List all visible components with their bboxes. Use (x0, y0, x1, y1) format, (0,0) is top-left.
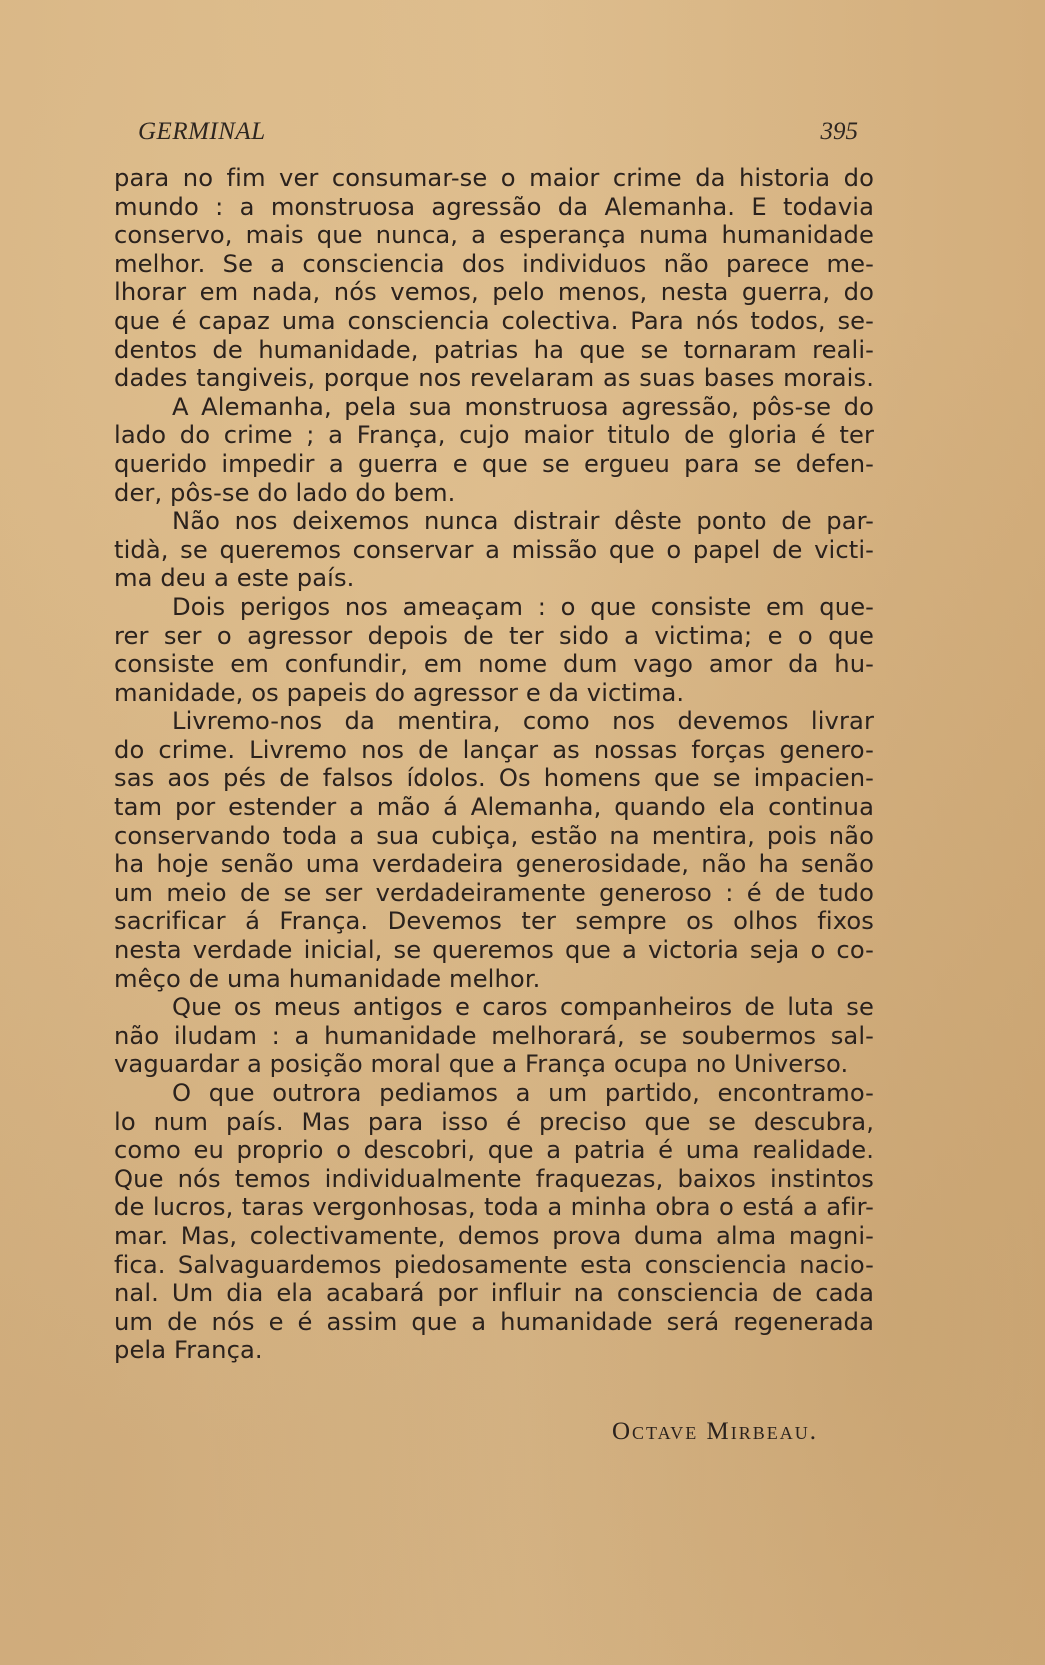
text-line: mundo : a monstruosa agressão da Alemanha. E todavia (114, 192, 874, 221)
page-number: 395 (820, 118, 858, 145)
text-line: tidà, se queremos conservar a missão que o papel de victi- (114, 535, 874, 564)
text-line: ma deu a este país. (114, 564, 355, 593)
text-line: mar. Mas, colectivamente, demos prova duma alma magni- (114, 1221, 874, 1250)
text-line: ha hoje senão uma verdadeira generosidade, não ha senão (114, 850, 874, 879)
text-line: der, pôs-se do lado do bem. (114, 478, 456, 507)
running-title: GERMINAL (138, 118, 266, 145)
text-line: dades tangiveis, porque nos revelaram as suas bases morais. (114, 364, 874, 393)
text-line: querido impedir a guerra e que se ergueu para se defen- (114, 449, 874, 478)
text-line: para no fim ver consumar-se o maior crime da historia do (114, 164, 874, 192)
text-line: que é capaz uma consciencia colectiva. Para nós todos, se- (114, 306, 874, 335)
text-line: Livremo-nos da mentira, como nos devemos livrar (172, 707, 874, 736)
text-line: não iludam : a humanidade melhorará, se soubermos sal- (114, 1021, 874, 1050)
text-line: lado do crime ; a França, cujo maior titulo de gloria é ter (114, 421, 874, 450)
text-line: pela França. (114, 1336, 263, 1365)
text-line: nesta verdade inicial, se queremos que a victoria seja o co- (114, 936, 874, 965)
text-line: nal. Um dia ela acabará por influir na consciencia de cada (114, 1279, 874, 1308)
text-line: fica. Salvaguardemos piedosamente esta consciencia nacio- (114, 1250, 874, 1279)
text-line: como eu proprio o descobri, que a patria é uma realidade. (114, 1136, 874, 1165)
text-line: do crime. Livremo nos de lançar as nossas forças genero- (114, 735, 874, 764)
text-line: O que outrora pediamos a um partido, encontramo- (172, 1079, 874, 1107)
text-line: conservo, mais que nunca, a esperança numa humanidade (114, 221, 874, 250)
running-head (138, 118, 858, 152)
text-line: lo num país. Mas para isso é preciso que se descubra, (114, 1107, 874, 1136)
text-line: vaguardar a posição moral que a França ocupa no Universo. (114, 1050, 849, 1079)
body-text (114, 164, 874, 1365)
text-line: sacrificar á França. Devemos ter sempre os olhos fixos (114, 907, 874, 936)
text-line: Que os meus antigos e caros companheiros de luta se (172, 993, 874, 1022)
text-line: manidade, os papeis do agressor e da victima. (114, 678, 685, 707)
text-line: rer ser o agressor depois de ter sido a victima; e o que (114, 621, 874, 650)
text-line: mêço de uma humanidade melhor. (114, 964, 541, 993)
text-line: lhorar em nada, nós vemos, pelo menos, nesta guerra, do (114, 278, 874, 307)
text-line: um de nós e é assim que a humanidade será regenerada (114, 1307, 874, 1336)
text-line: melhor. Se a consciencia dos individuos não parece me- (114, 249, 874, 278)
text-line: um meio de se ser verdadeiramente generoso : é de tudo (114, 878, 874, 907)
text-line: de lucros, taras vergonhosas, toda a minha obra o está a afir- (114, 1193, 874, 1222)
text-line: conservando toda a sua cubiça, estão na mentira, pois não (114, 821, 874, 850)
text-line: tam por estender a mão á Alemanha, quando ela continua (114, 793, 874, 822)
text-line: consiste em confundir, em nome dum vago amor da hu- (114, 650, 874, 679)
text-line: sas aos pés de falsos ídolos. Os homens que se impacien- (114, 764, 874, 793)
text-line: Que nós temos individualmente fraquezas, baixos instintos (114, 1164, 874, 1193)
text-line: Não nos deixemos nunca distrair dêste ponto de par- (172, 507, 874, 536)
author-signature: Octave Mirbeau. (612, 1418, 819, 1445)
text-line: A Alemanha, pela sua monstruosa agressão, pôs-se do (172, 392, 874, 421)
text-line: dentos de humanidade, patrias ha que se tornaram reali- (114, 335, 874, 364)
text-line: Dois perigos nos ameaçam : o que consiste em que- (172, 592, 874, 621)
